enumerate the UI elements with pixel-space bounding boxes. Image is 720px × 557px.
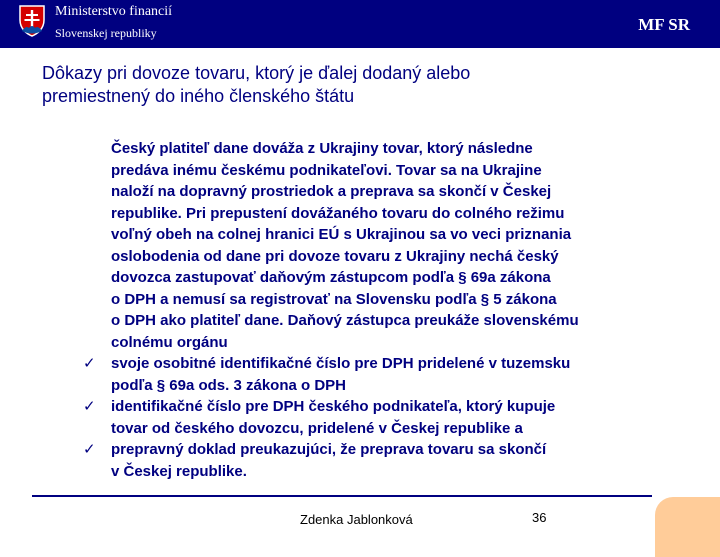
ministry-name-line1: Ministerstvo financií: [55, 4, 173, 19]
page-number: 36: [532, 510, 547, 525]
bullet-item: [83, 439, 681, 482]
bullet-line: identifikačné číslo pre DPH českého podnikateľa, ktorý kupuje: [111, 398, 556, 415]
paragraph-line: Český platiteľ dane dováža z Ukrajiny tovar, ktorý následne: [111, 140, 533, 157]
check-icon: ✓: [83, 355, 96, 372]
ministry-abbreviation: MF SR: [638, 15, 690, 34]
check-icon: ✓: [83, 398, 96, 415]
slide-title: [42, 62, 682, 108]
paragraph-line: oslobodenia od dane pri dovoze tovaru z Ukrajiny nechá český: [111, 247, 559, 265]
bullet-line: svoje osobitné identifikačné číslo pre DPH pridelené v tuzemsku: [111, 355, 571, 372]
ministry-name: [55, 5, 172, 39]
paragraph-line: o DPH ako platiteľ dane. Daňový zástupca preukáže slovenskému: [111, 312, 579, 329]
corner-decoration: [655, 497, 720, 557]
check-icon: ✓: [83, 441, 96, 458]
slovak-coat-of-arms-icon: [19, 5, 45, 37]
body-paragraph: [111, 138, 681, 353]
bullet-line: tovar od českého dovozcu, pridelené v Českej republike a: [111, 419, 523, 437]
paragraph-line: naloží na dopravný prostriedok a preprava sa skončí v Českej: [111, 183, 552, 200]
slide-title-line1: Dôkazy pri dovoze tovaru, ktorý je ďalej dodaný alebo: [42, 63, 471, 83]
paragraph-line: o DPH a nemusí sa registrovať na Slovensku podľa § 5 zákona: [111, 290, 557, 308]
bullet-line: podľa § 69a ods. 3 zákona o DPH: [111, 376, 347, 394]
slide-body: [83, 138, 681, 482]
bullet-item: [83, 396, 681, 439]
footer-divider: [32, 495, 652, 497]
paragraph-line: dovozca zastupovať daňovým zástupcom podľa § 69a zákona: [111, 269, 551, 286]
ministry-name-line2: Slovenskej republiky: [55, 26, 157, 40]
paragraph-line: predáva inému českému podnikateľovi. Tovar sa na Ukrajine: [111, 161, 542, 179]
slide-title-line2: premiestnený do iného členského štátu: [42, 86, 355, 106]
bullet-item: [83, 353, 681, 396]
author-name: Zdenka Jablonková: [300, 512, 413, 527]
paragraph-line: colnému orgánu: [111, 333, 228, 351]
paragraph-line: voľný obeh na colnej hranici EÚ s Ukrajinou sa vo veci priznania: [111, 226, 572, 243]
header-bar: [0, 0, 720, 48]
bullet-line: prepravný doklad preukazujúci, že preprava tovaru sa skončí: [111, 441, 547, 458]
paragraph-line: republike. Pri prepustení dovážaného tovaru do colného režimu: [111, 204, 565, 222]
bullet-line: v Českej republike.: [111, 462, 247, 480]
